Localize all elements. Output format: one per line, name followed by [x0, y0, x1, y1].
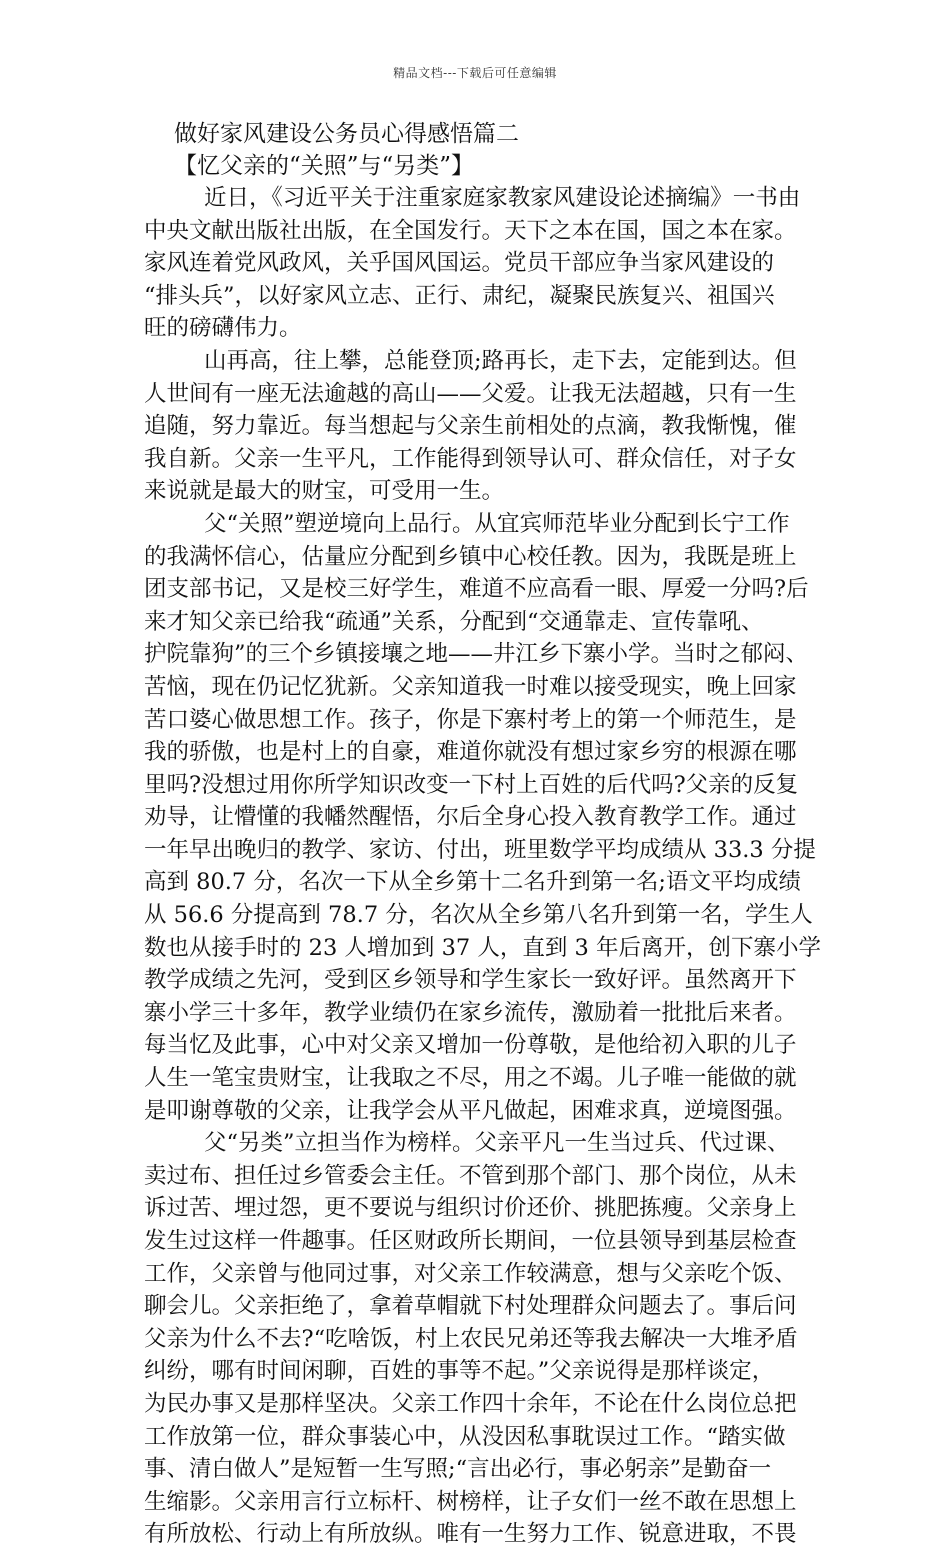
text-line: 苦口婆心做思想工作。孩子，你是下寨村考上的第一个师范生，是 — [144, 706, 797, 733]
text-line: 人生一笔宝贵财宝，让我取之不尽，用之不竭。儿子唯一能做的就 — [144, 1065, 797, 1092]
text-line: 是叩谢尊敬的父亲，让我学会从平凡做起，困难求真，逆境图强。 — [144, 1097, 797, 1124]
text-line: “排头兵”，以好家风立志、正行、肃纪，凝聚民族复兴、祖国兴 — [144, 282, 775, 309]
text-line: 寨小学三十多年，教学业绩仍在家乡流传，激励着一批批后来者。 — [144, 999, 797, 1026]
text-line: 追随，努力靠近。每当想起与父亲生前相处的点滴，教我惭愧，催 — [144, 413, 797, 440]
text-line: 数也从接手时的 23 人增加到 37 人，直到 3 年后离开，创下寨小学 — [144, 934, 821, 961]
text-line: 的我满怀信心，估量应分配到乡镇中心校任教。因为，我既是班上 — [144, 543, 797, 570]
text-line: 我自新。父亲一生平凡，工作能得到领导认可、群众信任，对子女 — [144, 445, 797, 472]
text-line: 劝导，让懵懂的我幡然醒悟，尔后全身心投入教育教学工作。通过 — [144, 804, 797, 831]
text-line: 团支部书记，又是校三好学生，难道不应高看一眼、厚爱一分吗?后 — [144, 576, 809, 603]
document-body — [144, 118, 821, 1551]
text-line: 近日，《习近平关于注重家庭家教家风建设论述摘编》一书由 — [204, 185, 801, 211]
text-line: 一年早出晚归的教学、家访、付出，班里数学平均成绩从 33.3 分提 — [144, 836, 816, 863]
text-line: 诉过苦、埋过怨，更不要说与组织讨价还价、挑肥拣瘦。父亲身上 — [144, 1195, 797, 1222]
text-line: 父亲为什么不去?“吃啥饭，村上农民兄弟还等我去解决一大堆矛盾 — [144, 1325, 798, 1352]
text-line: 旺的磅礴伟力。 — [144, 315, 302, 342]
document-title: 做好家风建设公务员心得感悟篇二 — [174, 121, 519, 147]
text-line: 聊会儿。父亲拒绝了，拿着草帽就下村处理群众问题去了。事后问 — [144, 1293, 797, 1320]
text-line: 父“另类”立担当作为榜样。父亲平凡一生当过兵、代过课、 — [204, 1130, 790, 1157]
text-line: 高到 80.7 分，名次一下从全乡第十二名升到第一名;语文平均成绩 — [144, 869, 801, 896]
text-line: 工作放第一位，群众事装心中，从没因私事耽误过工作。“踏实做 — [144, 1423, 786, 1450]
text-line: 我的骄傲，也是村上的自豪，难道你就没有想过家乡穷的根源在哪 — [144, 739, 797, 766]
text-line: 教学成绩之先河，受到区乡领导和学生家长一致好评。虽然离开下 — [144, 967, 797, 994]
text-line: 父“关照”塑逆境向上品行。从宜宾师范毕业分配到长宁工作 — [204, 510, 790, 537]
text-line: 生缩影。父亲用言行立标杆、树榜样，让子女们一丝不敢在思想上 — [144, 1488, 797, 1515]
text-line: 为民办事又是那样坚决。父亲工作四十余年，不论在什么岗位总把 — [144, 1390, 797, 1417]
text-line: 有所放松、行动上有所放纵。唯有一生努力工作、锐意进取，不畏 — [144, 1521, 797, 1548]
text-line: 纠纷，哪有时间闲聊，百姓的事等不起。”父亲说得是那样谈定， — [144, 1358, 775, 1385]
text-line: 从 56.6 分提高到 78.7 分，名次从全乡第八名升到第一名，学生人 — [144, 902, 813, 929]
text-line: 人世间有一座无法逾越的高山——父爱。让我无法超越，只有一生 — [144, 380, 797, 407]
text-line: 家风连着党风政风，关乎国风国运。党员干部应争当家风建设的 — [144, 250, 775, 277]
text-line: 卖过布、担任过乡管委会主任。不管到那个部门、那个岗位，从未 — [144, 1162, 797, 1189]
text-line: 事、清白做人”是短暂一生写照;“言出必行，事必躬亲”是勤奋一 — [144, 1456, 772, 1483]
text-line: 里吗?没想过用你所学知识改变一下村上百姓的后代吗?父亲的反复 — [144, 771, 799, 798]
text-line: 苦恼，现在仍记忆犹新。父亲知道我一时难以接受现实，晚上回家 — [144, 673, 797, 700]
text-line: 护院靠狗”的三个乡镇接壤之地——井江乡下寨小学。当时之郁闷、 — [144, 641, 809, 668]
text-line: 来说就是最大的财宝，可受用一生。 — [144, 478, 505, 505]
text-line: 工作，父亲曾与他同过事，对父亲工作较满意，想与父亲吃个饭、 — [144, 1260, 797, 1287]
text-line: 山再高，往上攀，总能登顶;路再长，走下去，定能到达。但 — [204, 347, 797, 374]
text-line: 来才知父亲已给我“疏通”关系，分配到“交通靠走、宣传靠吼、 — [144, 608, 764, 635]
text-line: 中央文献出版社出版，在全国发行。天下之本在国，国之本在家。 — [144, 217, 797, 244]
text-line: 每当忆及此事，心中对父亲又增加一份尊敬，是他给初入职的儿子 — [144, 1032, 797, 1059]
page-header: 精品文档---下载后可任意编辑 — [393, 66, 557, 80]
paragraph-text — [144, 182, 821, 1551]
document-subtitle: 【忆父亲的“关照”与“另类”】 — [174, 153, 475, 179]
text-line: 发生过这样一件趣事。任区财政所长期间，一位县领导到基层检查 — [144, 1228, 797, 1254]
